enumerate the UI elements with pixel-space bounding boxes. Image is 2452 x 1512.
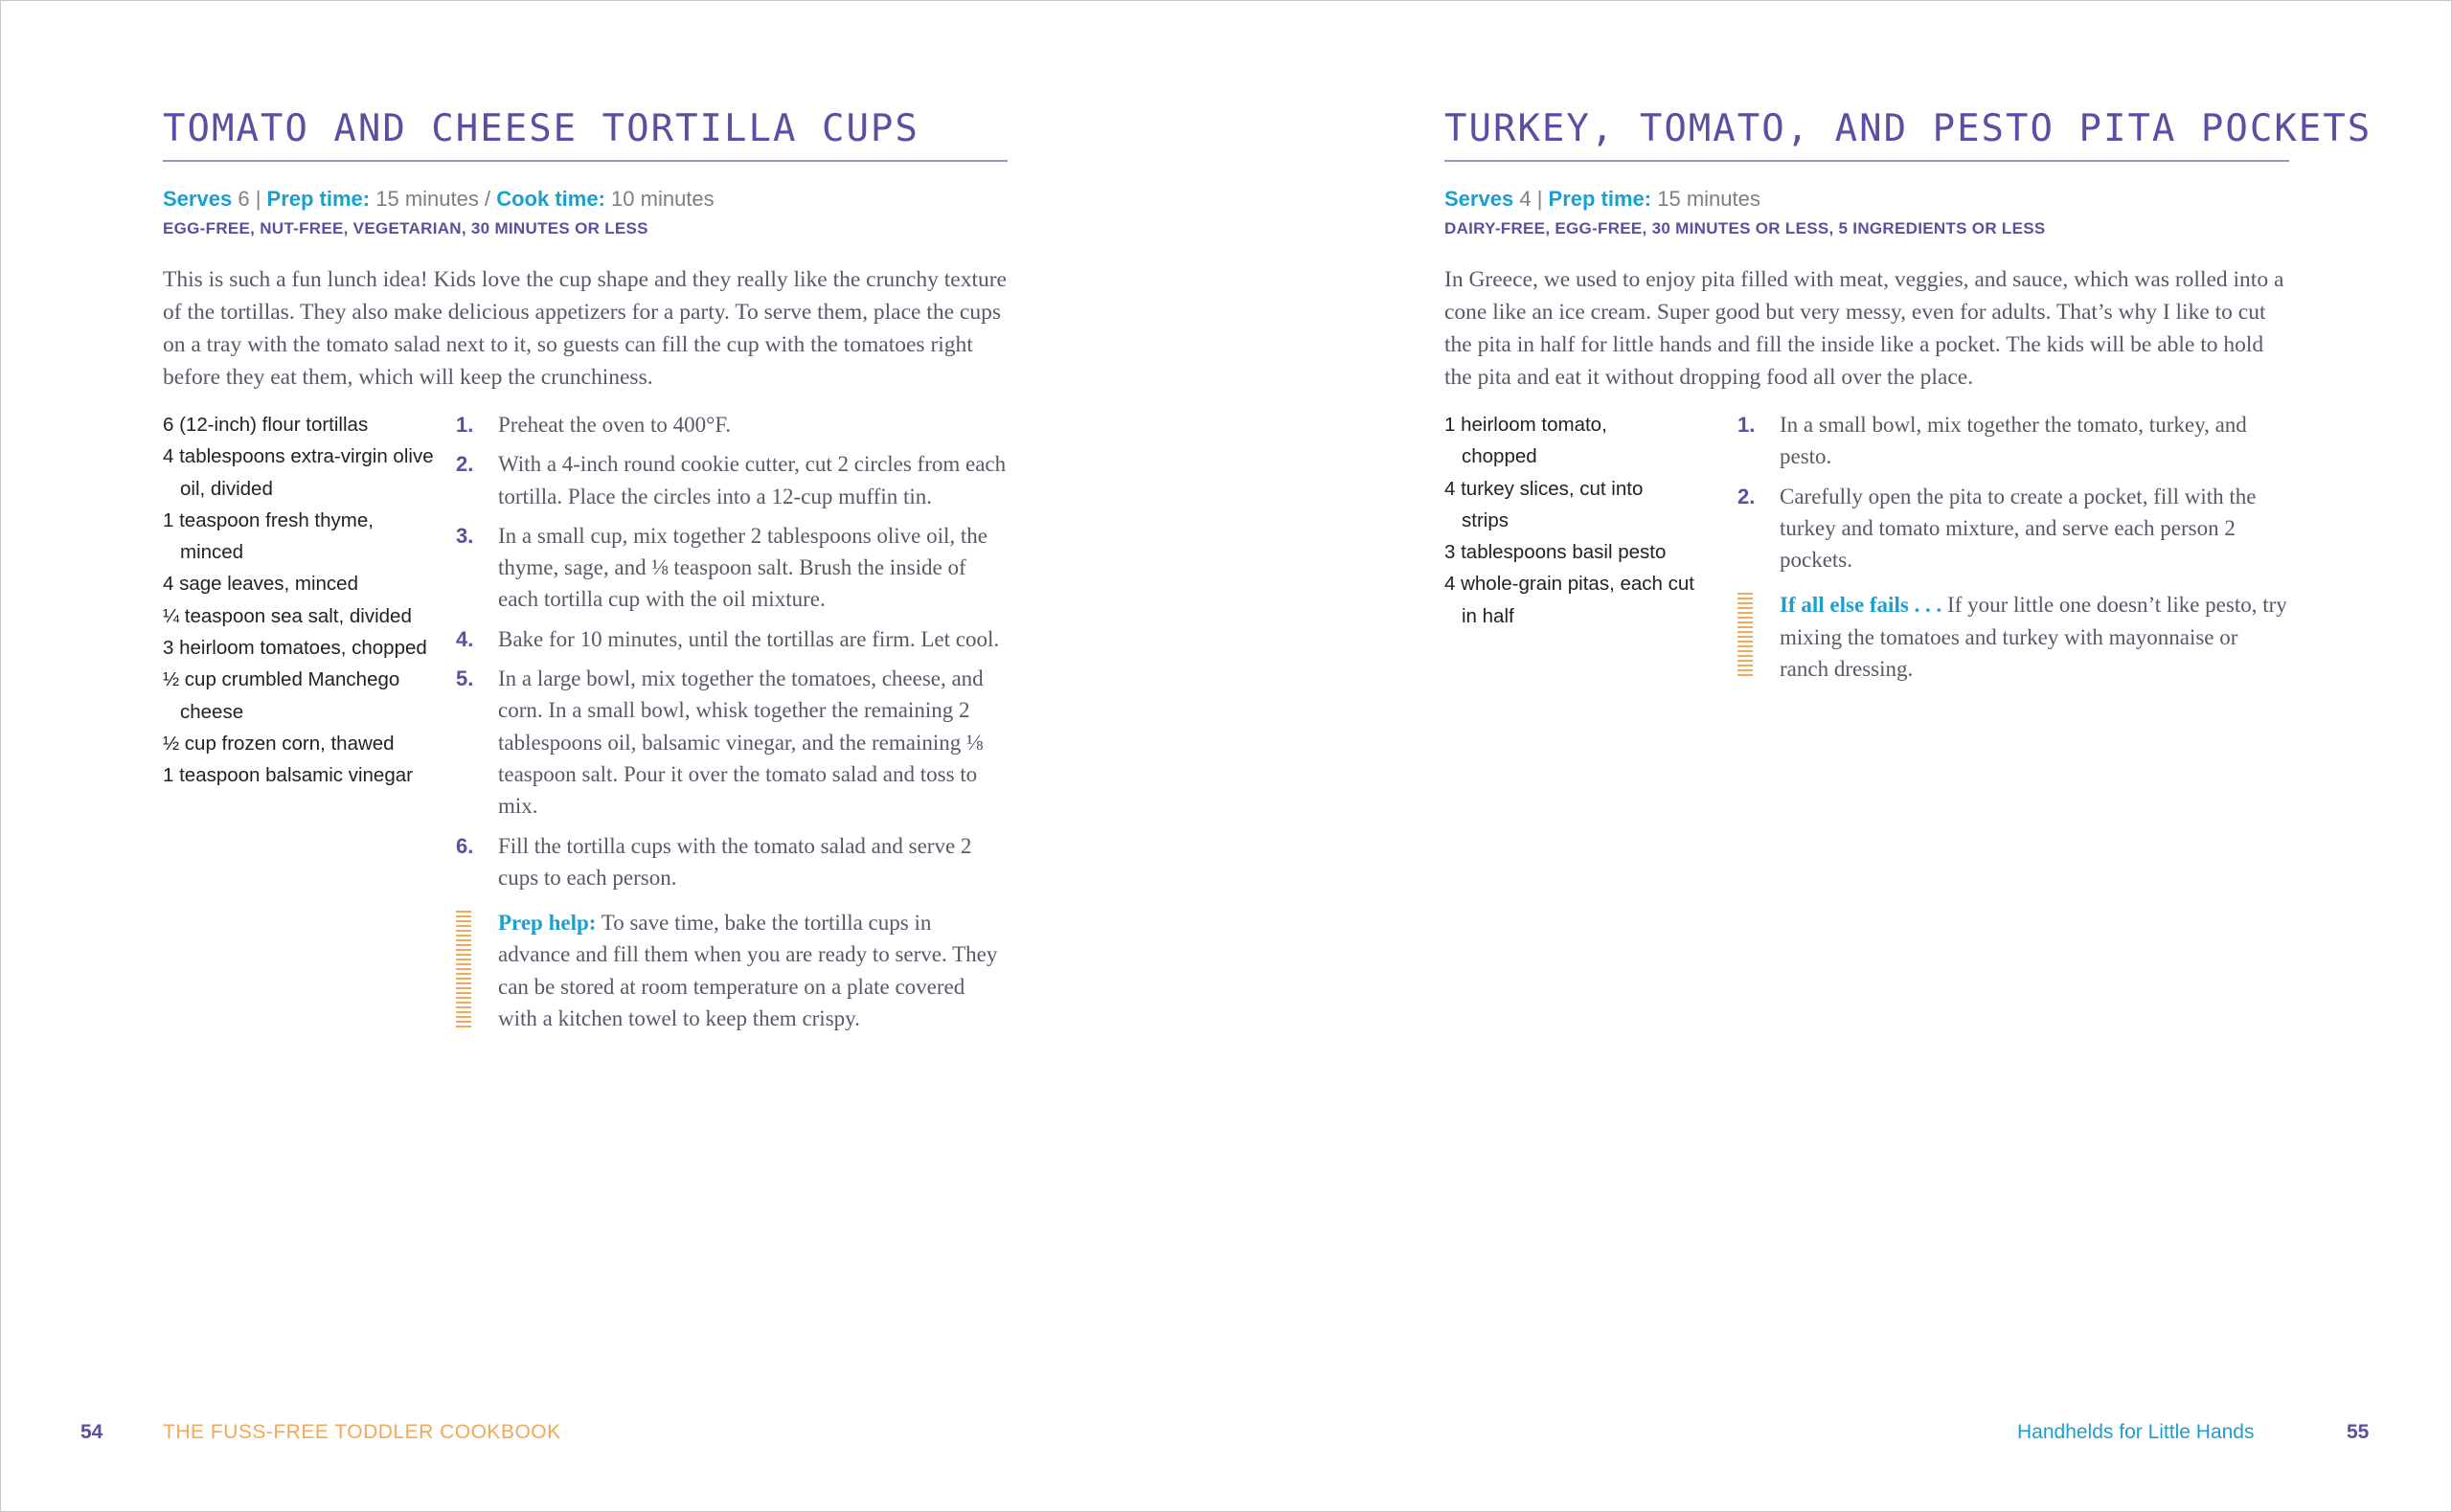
serves-label: Serves: [1444, 187, 1514, 211]
tip-text: If your little one doesn’t like pesto, try mixing the tomatoes and turkey with mayonnaise or ranch dressing.: [1780, 593, 2287, 682]
book-title-footer: THE FUSS-FREE TODDLER COOKBOOK: [163, 1421, 561, 1443]
prep-time-value: 15 minutes: [1657, 187, 1760, 211]
prep-time-label: Prep time:: [266, 187, 371, 211]
step-text: Fill the tortilla cups with the tomato salad and serve 2 cups to each person.: [498, 833, 972, 890]
diet-tags: EGG-FREE, NUT-FREE, VEGETARIAN, 30 MINUTES OR LESS: [163, 219, 648, 237]
cook-time-value: 10 minutes: [611, 187, 715, 211]
prep-time-value: 15 minutes /: [375, 187, 491, 211]
step-text: In a large bowl, mix together the tomatoes, cheese, and corn. In a small bowl, whisk together the remaining 2 tablespoons oil, balsamic vinegar, and the remaining ⅛ teaspoon salt. Pour it over the tomato salad and toss to mix.: [498, 666, 984, 819]
step-item: [456, 623, 1008, 655]
section-title-footer: Handhelds for Little Hands: [2017, 1421, 2255, 1443]
step-list: [1737, 409, 2289, 685]
tip-bar-decoration: [456, 911, 471, 1028]
recipe-intro: This is such a fun lunch idea! Kids love the cup shape and they really like the crunchy texture of the tortillas. They also make delicious appetizers for a party. To serve them, place the cups on a tray with the tomato salad next to it, so guests can fill the cup with the tomatoes right before they eat them, which will keep the crunchiness.: [163, 267, 1007, 390]
step-number: 6.: [456, 833, 474, 858]
recipe-meta: [1444, 187, 2289, 212]
prep-help-tip: [456, 907, 1008, 1034]
step-number: 5.: [456, 666, 474, 691]
step-number: 4.: [456, 626, 474, 651]
step-number: 1.: [1737, 413, 1756, 437]
tip-label: Prep help:: [498, 911, 597, 936]
ingredient-list: [1444, 409, 1722, 632]
serves-value: 6: [238, 187, 250, 211]
ingredient-item: 4 turkey slices, cut into strips: [1444, 477, 1644, 531]
recipe-title: TURKEY, TOMATO, AND PESTO PITA POCKETS: [1444, 107, 2289, 162]
recipe-meta: [163, 187, 1008, 212]
ingredient-item: ½ cup crumbled Manchego cheese: [163, 668, 400, 723]
step-item: [456, 830, 1008, 894]
ingredient-item: ¼ teaspoon sea salt, divided: [163, 604, 412, 627]
ingredient-item: 1 teaspoon balsamic vinegar: [163, 764, 413, 787]
step-text: With a 4-inch round cookie cutter, cut 2 circles from each tortilla. Place the circles into a 12-cup muffin tin.: [498, 452, 1007, 508]
right-page: [1226, 0, 2452, 1512]
ingredient-item: 4 tablespoons extra-virgin olive oil, divided: [163, 445, 434, 500]
recipe-tortilla-cups: [163, 107, 1008, 1031]
step-list: [456, 409, 1008, 1034]
step-text: Preheat the oven to 400°F.: [498, 413, 732, 437]
recipe-intro: In Greece, we used to enjoy pita filled with meat, veggies, and sauce, which was rolled into a cone like an ice cream. Super good but very messy, even for adults. That’s why I like to cut the pita in half for little hands and fill the inside like a pocket. The kids will be able to hold the pita and eat it without dropping food all over the place.: [1444, 267, 2284, 390]
serves-value: 4: [1519, 187, 1532, 211]
step-item: [1737, 409, 2289, 473]
tip-text: To save time, bake the tortilla cups in advance and fill them when you are ready to serve. They can be stored at room temperature on a plate covered with a kitchen towel to keep them crispy.: [498, 911, 998, 1031]
step-item: [456, 448, 1008, 512]
step-number: 2.: [1737, 484, 1756, 508]
if-all-else-fails-tip: [1737, 589, 2289, 685]
ingredient-list: [163, 409, 441, 792]
recipe-title: TOMATO AND CHEESE TORTILLA CUPS: [163, 107, 1008, 162]
step-item: [456, 663, 1008, 822]
step-number: 3.: [456, 523, 474, 548]
ingredient-item: 1 teaspoon fresh thyme, minced: [163, 508, 374, 564]
step-item: [1737, 481, 2289, 576]
ingredient-item: ½ cup frozen corn, thawed: [163, 732, 395, 755]
step-text: Bake for 10 minutes, until the tortillas are firm. Let cool.: [498, 626, 1000, 651]
ingredient-item: 1 heirloom tomato, chopped: [1444, 414, 1607, 468]
step-item: [456, 520, 1008, 616]
page-number: 54: [80, 1421, 103, 1443]
step-text: Carefully open the pita to create a pocket, fill with the turkey and tomato mixture, and serve each person 2 pockets.: [1780, 484, 2257, 573]
step-number: 2.: [456, 452, 474, 477]
ingredient-item: 4 sage leaves, minced: [163, 573, 358, 596]
step-number: 1.: [456, 413, 474, 437]
diet-tags: DAIRY-FREE, EGG-FREE, 30 MINUTES OR LESS, 5 INGREDIENTS OR LESS: [1444, 219, 2046, 237]
step-text: In a small bowl, mix together the tomato, turkey, and pesto.: [1780, 413, 2247, 469]
prep-time-label: Prep time:: [1548, 187, 1652, 211]
step-item: [456, 409, 1008, 440]
tip-label: If all else fails . . .: [1780, 593, 1942, 618]
step-text: In a small cup, mix together 2 tablespoons olive oil, the thyme, sage, and ⅛ teaspoon salt. Brush the inside of each tortilla cup with the oil mixture.: [498, 523, 988, 612]
recipe-pita-pockets: [1444, 107, 2373, 682]
serves-label: Serves: [163, 187, 233, 211]
cook-time-label: Cook time:: [496, 187, 605, 211]
tip-bar-decoration: [1737, 593, 1753, 679]
meta-separator: |: [255, 187, 261, 211]
meta-separator: |: [1536, 187, 1543, 211]
page-number: 55: [2347, 1421, 2370, 1443]
ingredient-item: 6 (12-inch) flour tortillas: [163, 414, 369, 436]
ingredient-item: 4 whole-grain pitas, each cut in half: [1444, 573, 1694, 627]
ingredient-item: 3 tablespoons basil pesto: [1444, 541, 1667, 564]
ingredient-item: 3 heirloom tomatoes, chopped: [163, 637, 427, 660]
